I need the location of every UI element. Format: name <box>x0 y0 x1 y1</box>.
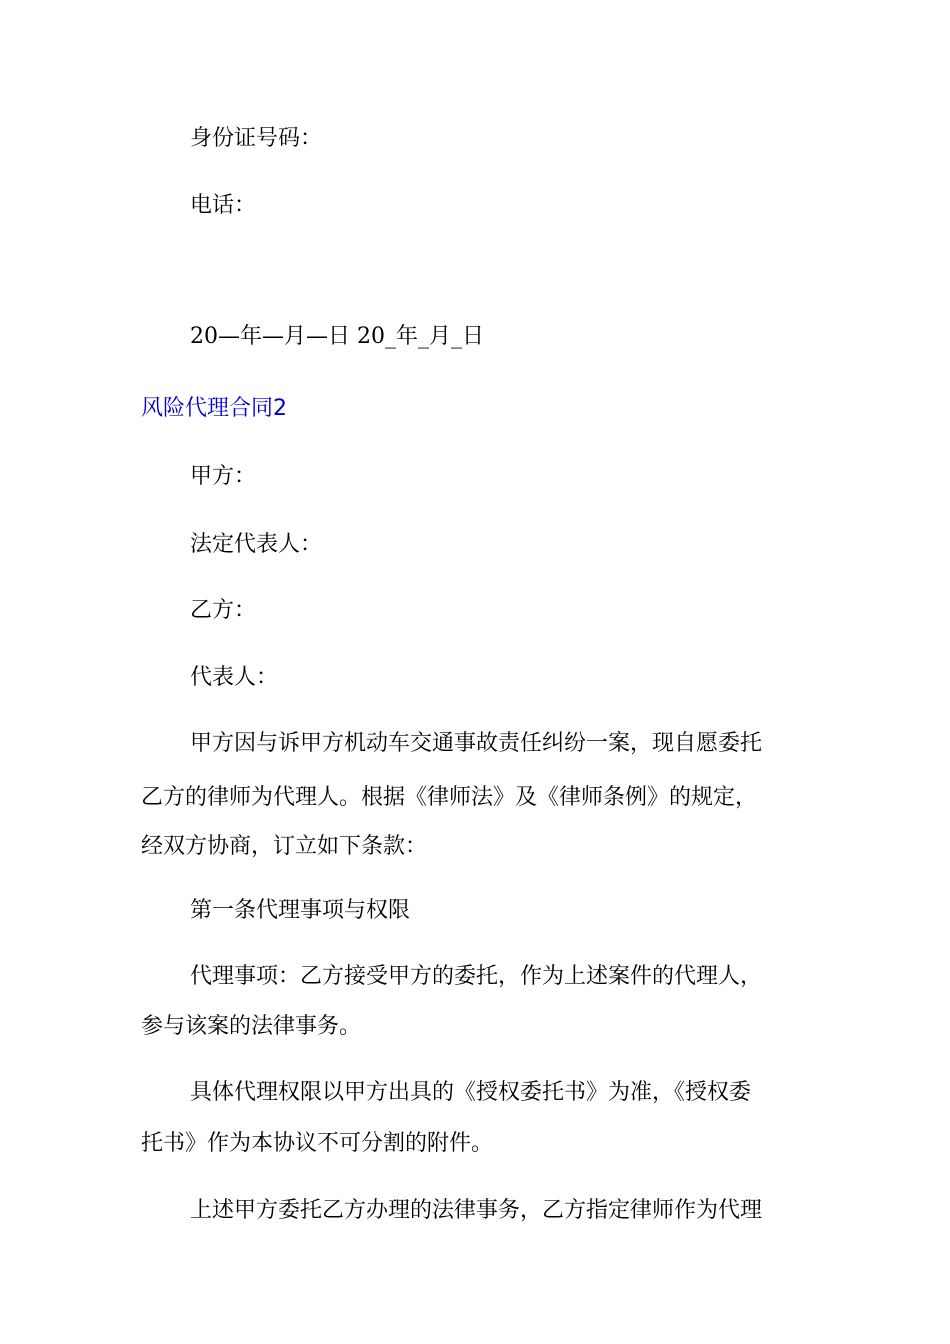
legal-representative-label: 法定代表人： <box>190 532 323 557</box>
paragraph-4-line-1: 上述甲方委托乙方办理的法律事务，乙方指定律师作为代理 <box>190 1198 763 1223</box>
id-number-label: 身份证号码： <box>190 126 323 151</box>
representative-label: 代表人： <box>190 665 279 690</box>
date-line: 20—年—月—日 20_年_月_日 <box>190 324 484 349</box>
party-b-label: 乙方： <box>190 598 257 623</box>
paragraph-1-line-3: 经双方协商，订立如下条款： <box>141 834 428 859</box>
paragraph-1-line-1: 甲方因与诉甲方机动车交通事故责任纠纷一案，现自愿委托 <box>190 731 763 756</box>
section-title: 风险代理合同2 <box>141 396 287 421</box>
party-a-label: 甲方： <box>190 464 257 489</box>
phone-label: 电话： <box>190 193 257 218</box>
article-1-title: 第一条代理事项与权限 <box>190 898 411 923</box>
paragraph-3-line-1: 具体代理权限以甲方出具的《授权委托书》为准，《授权委 <box>190 1080 752 1105</box>
paragraph-2-line-1: 代理事项：乙方接受甲方的委托，作为上述案件的代理人， <box>190 964 763 989</box>
paragraph-3-line-2: 托书》作为本协议不可分割的附件。 <box>141 1131 494 1156</box>
paragraph-2-line-2: 参与该案的法律事务。 <box>141 1014 362 1039</box>
paragraph-1-line-2: 乙方的律师为代理人。根据《律师法》及《律师条例》的规定， <box>141 785 758 810</box>
